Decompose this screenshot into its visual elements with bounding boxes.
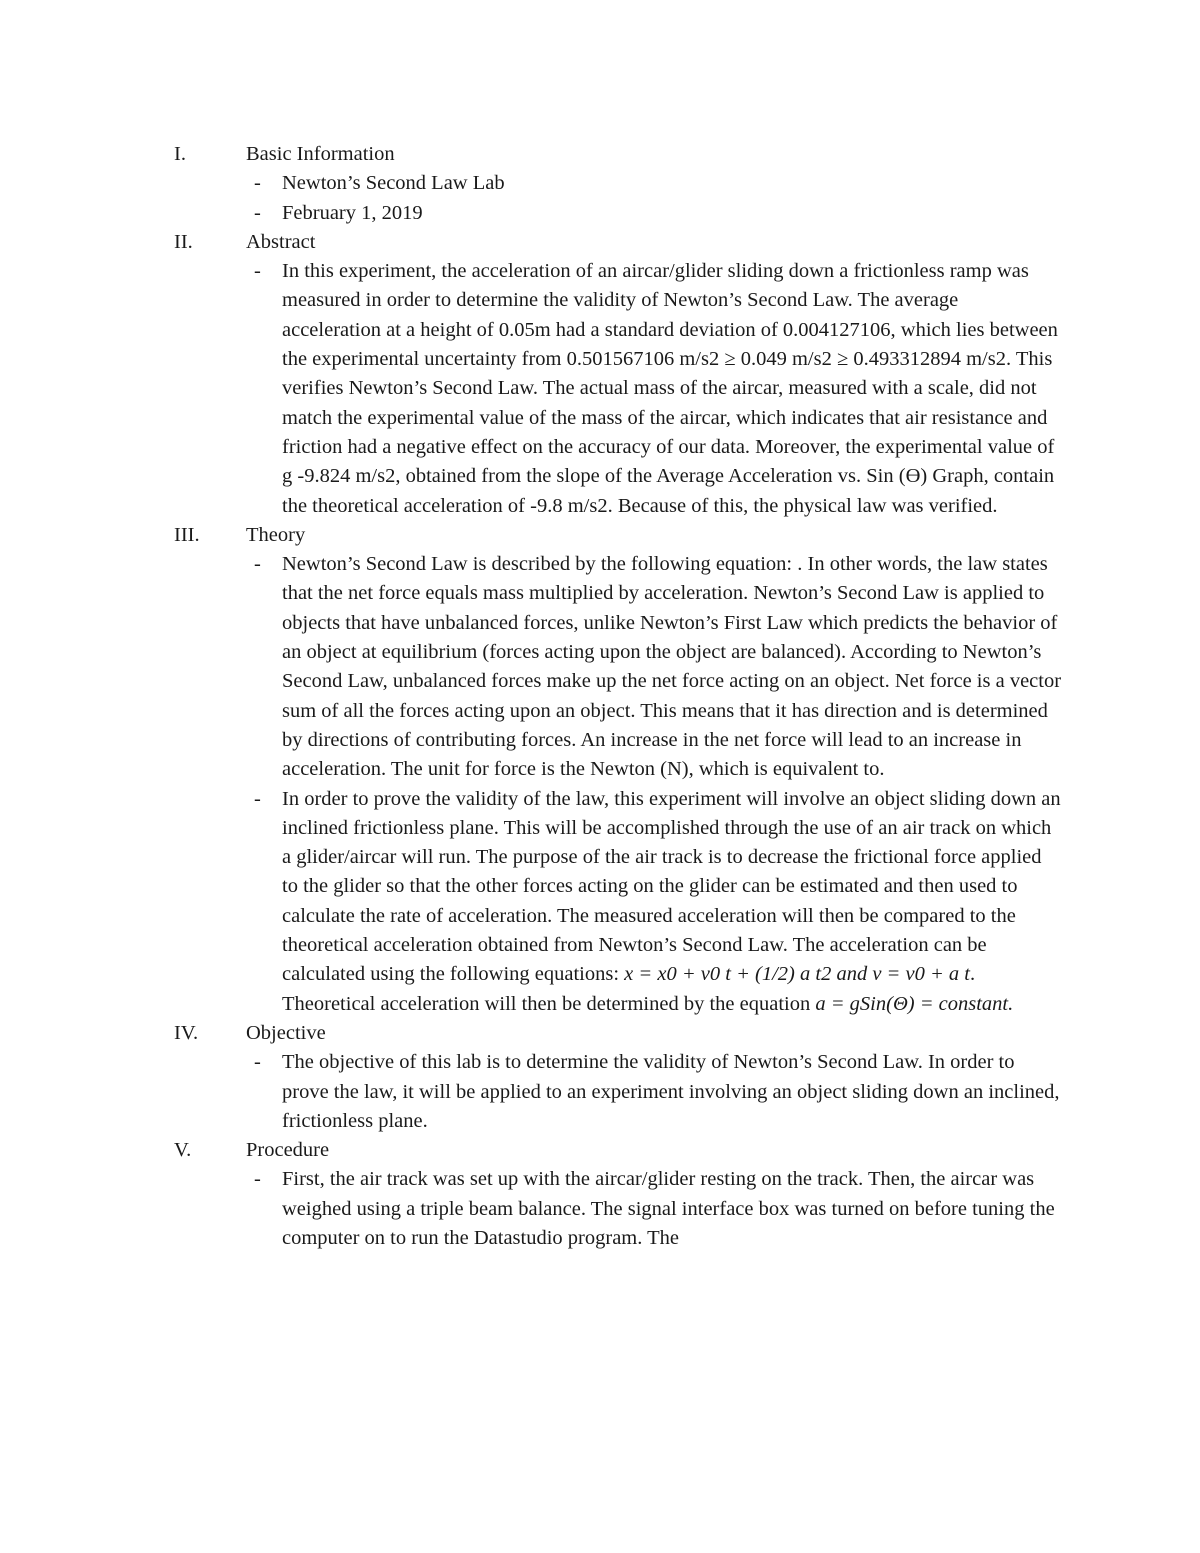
- section-heading: [0, 140, 1200, 169]
- list-item: [0, 1048, 1062, 1136]
- item-text: Newton’s Second Law Lab: [282, 172, 505, 195]
- section-title: Objective: [246, 1021, 326, 1044]
- item-text: February 1, 2019: [282, 201, 423, 224]
- bullet-dash: -: [254, 787, 261, 810]
- list-item: [0, 257, 1062, 521]
- section-heading: [0, 1136, 1200, 1165]
- section-theory: [0, 521, 1200, 1019]
- section-basic-information: [0, 140, 1200, 228]
- section-title: Procedure: [246, 1139, 330, 1162]
- section-numeral: III.: [174, 523, 200, 546]
- theory-paragraph-equations: [282, 785, 1062, 1019]
- bullet-dash: -: [254, 260, 261, 283]
- section-numeral: II.: [174, 230, 193, 253]
- section-numeral: I.: [174, 143, 186, 165]
- section-title: Basic Information: [246, 143, 395, 165]
- paragraph-text: In order to prove the validity of the law, this experiment will involve an object sliding down an inclined frictionless plane. This will be accomplished through the use of an air track on which a glider/aircar will run. The purpose of the air track is to decrease the frictional force applied to the glider so that the other forces acting on the glider can be estimated and then used to calculate the rate of acceleration. The measured acceleration will then be compared to the theoretical acceleration obtained from Newton’s Second Law. The acceleration can be calculated using the following equations:: [282, 787, 1061, 986]
- bullet-dash: -: [254, 553, 261, 576]
- section-numeral: IV.: [174, 1021, 199, 1044]
- section-title: Theory: [246, 523, 306, 546]
- bullet-dash: -: [254, 172, 261, 195]
- section-heading: [0, 1019, 1200, 1048]
- document-page: [0, 140, 1200, 1253]
- section-title: Abstract: [246, 230, 316, 253]
- abstract-paragraph: In this experiment, the acceleration of an aircar/glider sliding down a frictionless ramp was measured in order to determine the validity of Newton’s Second Law. The average acceleration at a height of 0.05m had a standard deviation of 0.004127106, which lies between the experimental uncertainty from 0.501567106 m/s2 ≥ 0.049 m/s2 ≥ 0.493312894 m/s2. This verifies Newton’s Second Law. The actual mass of the aircar, measured with a scale, did not match the experimental value of the mass of the aircar, which indicates that air resistance and friction had a negative effect on the accuracy of our data. Moreover, the experimental value of g -9.824 m/s2, obtained from the slope of the Average Acceleration vs. Sin (ϴ) Graph, contain the theoretical acceleration of -9.8 m/s2. Because of this, the physical law was verified.: [282, 260, 1058, 517]
- bullet-dash: -: [254, 1168, 261, 1191]
- section-objective: [0, 1019, 1200, 1136]
- list-item: [0, 199, 1062, 228]
- bullet-dash: -: [254, 201, 261, 224]
- acceleration-equation: a = gSin(Θ) = constant.: [815, 992, 1014, 1015]
- section-abstract: [0, 228, 1200, 521]
- kinematics-equation: x = x0 + v0 t + (1/2) a t2 and v = v0 + a t: [624, 963, 971, 986]
- objective-paragraph: The objective of this lab is to determine the validity of Newton’s Second Law. In order to prove the law, it will be applied to an experiment involving an object sliding down an inclined, frictionless plane.: [282, 1051, 1060, 1132]
- procedure-paragraph: First, the air track was set up with the aircar/glider resting on the track. Then, the aircar was weighed using a triple beam balance. The signal interface box was turned on before tuning the computer on to run the Datastudio program. The: [282, 1168, 1055, 1249]
- section-heading: [0, 228, 1200, 257]
- list-item: [0, 1165, 1062, 1253]
- bullet-dash: -: [254, 1051, 261, 1074]
- section-heading: [0, 521, 1200, 550]
- paragraph-text: . Theoretical acceleration will then be determined by the equation: [282, 963, 976, 1015]
- list-item: [0, 169, 1062, 198]
- theory-paragraph: Newton’s Second Law is described by the following equation: . In other words, the law states that the net force equals mass multiplied by acceleration. Newton’s Second Law is applied to objects that have unbalanced forces, unlike Newton’s First Law which predicts the behavior of an object at equilibrium (forces acting upon the object are balanced). According to Newton’s Second Law, unbalanced forces make up the net force acting on an object. Net force is a vector sum of all the forces acting upon an object. This means that it has direction and is determined by directions of contributing forces. An increase in the net force will lead to an increase in acceleration. The unit for force is the Newton (N), which is equivalent to.: [282, 553, 1062, 781]
- section-procedure: [0, 1136, 1200, 1253]
- list-item: [0, 550, 1062, 784]
- list-item: [0, 785, 1062, 1019]
- section-numeral: V.: [174, 1139, 192, 1162]
